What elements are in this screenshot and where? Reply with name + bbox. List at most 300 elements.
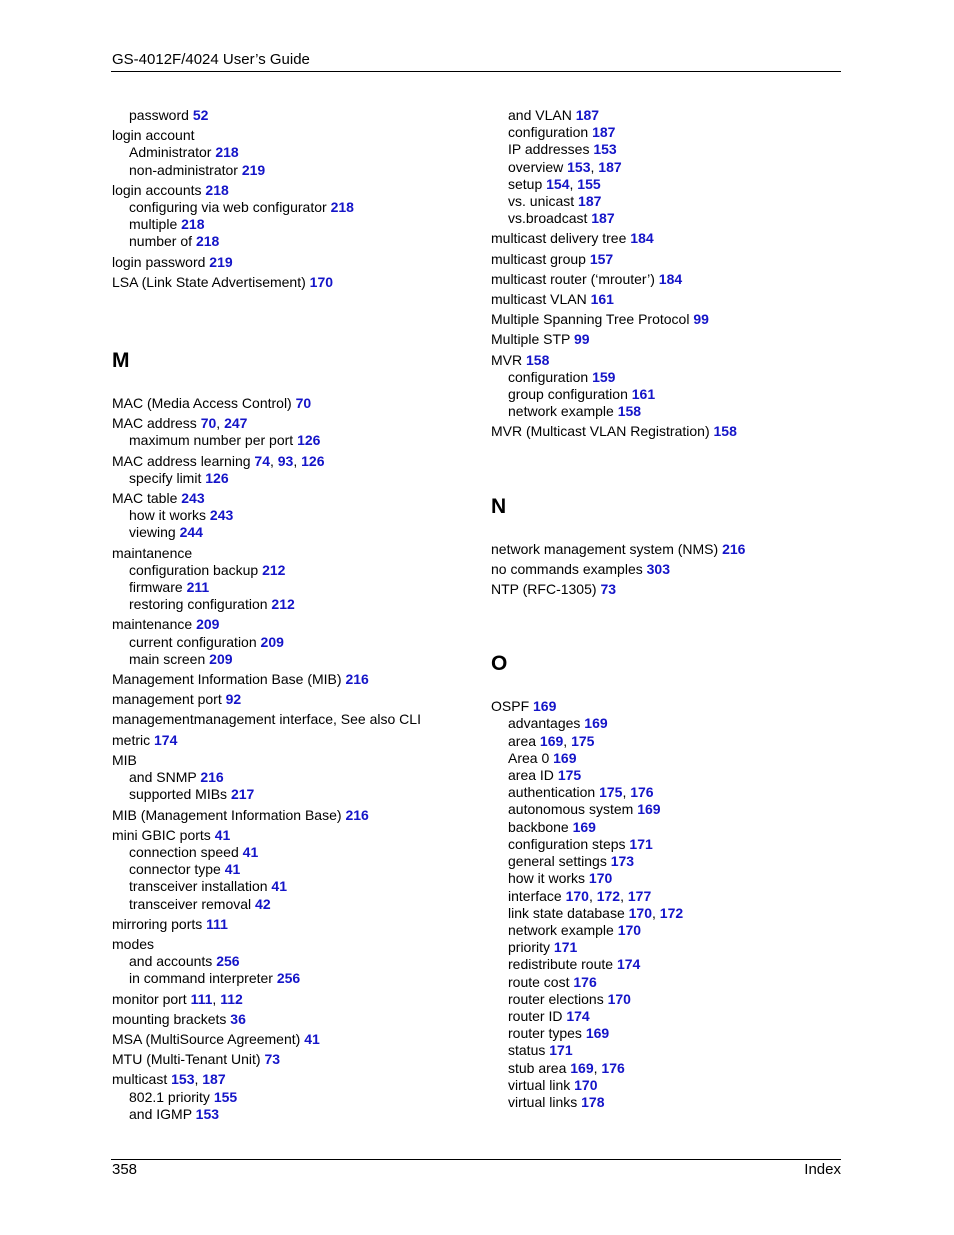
page-reference-link[interactable]: 171 — [553, 939, 578, 956]
index-entry — [491, 230, 831, 247]
index-column-right — [491, 107, 831, 1111]
index-subentry — [491, 801, 831, 818]
index-entry-term: backbone — [508, 818, 569, 835]
index-entry-term: and VLAN — [508, 107, 572, 123]
page-reference-link[interactable]: 171 — [629, 835, 653, 852]
index-entry-term: and IGMP — [129, 1105, 192, 1122]
index-subentry — [112, 634, 452, 651]
index-entry-term: MTU (Multi-Tenant Unit) — [112, 1051, 261, 1068]
index-subentry — [491, 107, 831, 124]
index-entry-term: and accounts — [129, 953, 213, 970]
index-entry-term: MIB — [112, 751, 137, 768]
index-entry-term: Multiple STP — [491, 331, 571, 348]
index-entry — [112, 807, 452, 824]
index-entry-term: authentication — [508, 784, 596, 801]
index-subentry — [491, 210, 831, 227]
index-entry-term: vs. unicast — [508, 193, 575, 210]
index-entry-term: mirroring ports — [112, 915, 203, 932]
index-entry-term: autonomous system — [508, 801, 634, 818]
index-entry-term: configuring via web configurator — [129, 199, 327, 216]
index-entry-term: MIB (Management Information Base) — [112, 806, 342, 823]
index-subentry — [491, 193, 831, 210]
index-entry — [112, 490, 452, 507]
page-reference-link[interactable]: 158 — [713, 423, 737, 440]
footer-section-name: Index — [804, 1161, 841, 1178]
page-reference-link[interactable]: 170 — [565, 887, 589, 904]
page-reference-link[interactable]: 154 — [546, 175, 570, 192]
index-entry-term: link state database — [508, 904, 625, 921]
index-subentry — [491, 1025, 831, 1042]
page-reference-link[interactable]: 158 — [617, 403, 642, 420]
index-entry-term: configuration — [508, 124, 589, 141]
page-reference-link[interactable]: 169 — [539, 732, 564, 749]
index-subentry: interface 170, 172, 177 — [508, 887, 652, 904]
page-reference-link[interactable]: 218 — [215, 144, 239, 161]
index-subentry — [112, 216, 452, 233]
page-reference-link[interactable]: 157 — [589, 250, 614, 267]
page-reference-link[interactable]: 175 — [599, 784, 623, 801]
index-subentry — [491, 141, 831, 158]
index-entry-term: multicast — [112, 1071, 168, 1088]
page-reference-link[interactable]: 158 — [526, 351, 550, 368]
index-entry-term: viewing — [129, 524, 176, 541]
index-entry-term: mounting brackets — [112, 1010, 227, 1027]
page-reference-link[interactable]: 170 — [607, 990, 631, 1007]
page-reference-link[interactable]: 187 — [578, 193, 602, 210]
index-column-left — [112, 107, 452, 1123]
index-entry-term: advantages — [508, 715, 581, 732]
page-reference-link[interactable]: 184 — [630, 230, 654, 247]
page-reference-link[interactable]: 187 — [202, 1071, 226, 1088]
index-subentry — [491, 1077, 831, 1094]
page-reference-link[interactable]: 92 — [225, 691, 242, 708]
index-subentry — [112, 107, 452, 124]
index-entry-term: vs.broadcast — [508, 210, 588, 227]
page-reference-link[interactable]: 256 — [276, 970, 301, 987]
index-entry — [112, 732, 452, 749]
page-reference-link[interactable]: 209 — [196, 616, 220, 633]
page-reference-link[interactable]: 169 — [570, 1059, 594, 1076]
page-reference-link[interactable]: 41 — [224, 861, 241, 878]
page-reference-link[interactable]: 243 — [209, 507, 234, 524]
page-reference-link[interactable]: 173 — [610, 853, 635, 870]
page-reference-link[interactable]: 184 — [658, 270, 683, 287]
page-reference-link[interactable]: 216 — [345, 806, 369, 823]
index-subentry: authentication 175, 176 — [508, 784, 654, 801]
index-subentry — [112, 199, 452, 216]
index-entry-term: Multiple Spanning Tree Protocol — [491, 311, 690, 328]
index-entry-term: number of — [129, 233, 193, 250]
index-subentry — [491, 853, 831, 870]
index-entry-term: login password — [112, 253, 206, 270]
index-subentry — [112, 844, 452, 861]
index-entry-term: management port — [112, 691, 222, 708]
index-entry-term: virtual links — [508, 1093, 578, 1110]
index-entry-term: multicast group — [491, 250, 586, 267]
index-entry-term: priority — [508, 939, 551, 956]
page-reference-link[interactable]: 212 — [271, 596, 295, 613]
index-entry-term: multicast router (‘mrouter’) — [491, 270, 655, 287]
page-reference-link[interactable]: 112 — [220, 990, 243, 1007]
page-reference-link[interactable]: 41 — [304, 1030, 320, 1047]
index-entry-term: metric — [112, 731, 151, 748]
page-reference-link[interactable]: 218 — [181, 216, 205, 233]
index-entry-term: maximum number per port — [129, 432, 294, 449]
index-subentry: link state database 170, 172 — [508, 904, 684, 921]
page-reference-link[interactable]: 218 — [205, 181, 229, 198]
index-entry-term: network management system (NMS) — [491, 540, 719, 557]
index-entry-term: specify limit — [129, 469, 202, 486]
page-reference-link[interactable]: 175 — [557, 767, 582, 784]
index-entry-term: transceiver removal — [129, 895, 252, 912]
index-entry-term: how it works — [508, 870, 586, 887]
index-entry — [491, 698, 831, 715]
index-entry-term: connector type — [129, 861, 221, 878]
index-subentry — [491, 1094, 831, 1111]
page-reference-link[interactable]: 159 — [592, 368, 616, 385]
index-entry-term: NTP (RFC-1305) — [491, 581, 597, 598]
index-subentry — [491, 870, 831, 887]
index-entry-term: main screen — [129, 650, 206, 667]
index-subentry — [491, 386, 831, 403]
index-entry-term: redistribute route — [508, 956, 614, 973]
index-subentry — [112, 896, 452, 913]
index-subentry — [112, 233, 452, 250]
index-entry — [491, 291, 831, 308]
index-subentry — [112, 861, 452, 878]
page-reference-link[interactable]: 99 — [574, 331, 590, 348]
index-subentry — [491, 1042, 831, 1059]
index-entry-term: supported MIBs — [129, 786, 228, 803]
index-entry-term: maintanence — [112, 544, 193, 561]
page-reference-link[interactable]: 187 — [598, 158, 622, 175]
index-subentry — [491, 1008, 831, 1025]
page-reference-link[interactable]: 218 — [195, 233, 220, 250]
index-entry — [112, 671, 452, 688]
footer-page-number: 358 — [112, 1161, 138, 1178]
index-entry — [112, 691, 452, 708]
index-subentry — [491, 403, 831, 420]
index-entry — [112, 616, 452, 633]
page-reference-link[interactable]: 153 — [567, 158, 591, 175]
index-entry — [491, 423, 831, 440]
page-reference-link[interactable]: 155 — [577, 175, 601, 192]
page-reference-link[interactable]: 126 — [297, 432, 321, 449]
index-subentry: setup 154, 155 — [508, 175, 601, 192]
page-reference-link[interactable]: 169 — [637, 801, 661, 818]
index-entry: MAC address learning 74, 93, 126 — [112, 452, 325, 469]
page-reference-link[interactable]: 111 — [190, 990, 213, 1007]
index-subentry — [112, 579, 452, 596]
page-reference-link[interactable]: 153 — [171, 1071, 195, 1088]
index-entry-term: maintenance — [112, 616, 193, 633]
index-entry-term: router elections — [508, 990, 604, 1007]
page-reference-link[interactable]: 153 — [593, 141, 617, 158]
page-reference-link[interactable]: 169 — [533, 698, 557, 715]
index-subentry — [112, 970, 452, 987]
index-entry-term: OSPF — [491, 698, 530, 715]
index-letter-heading: O — [491, 652, 508, 676]
index-entry-term: router types — [508, 1025, 582, 1042]
page-reference-link[interactable]: 169 — [585, 1025, 610, 1042]
index-entry — [112, 1031, 452, 1048]
index-entry-term: group configuration — [508, 386, 628, 403]
page-reference-link[interactable]: 93 — [277, 452, 294, 469]
index-entry — [112, 182, 452, 199]
page-reference-link[interactable]: 244 — [179, 524, 203, 541]
page-reference-link[interactable]: 41 — [242, 843, 259, 860]
index-entry-term: modes — [112, 935, 155, 952]
page-reference-link[interactable]: 247 — [224, 415, 248, 432]
index-subentry — [112, 1106, 452, 1123]
index-subentry — [112, 786, 452, 803]
index-entry — [491, 561, 831, 578]
index-entry — [112, 545, 452, 562]
index-entry-term: IP addresses — [508, 141, 590, 158]
index-entry-term: general settings — [508, 853, 607, 870]
index-entry-term: transceiver installation — [129, 878, 268, 895]
page-reference-link[interactable]: 41 — [214, 826, 231, 843]
page-reference-link[interactable]: 243 — [181, 490, 205, 507]
page-reference-link[interactable]: 209 — [209, 650, 233, 667]
page-reference-link[interactable]: 73 — [600, 581, 617, 598]
index-subentry — [112, 769, 452, 786]
page-reference-link[interactable]: 303 — [646, 560, 670, 577]
index-entry-term: MVR (Multicast VLAN Registration) — [491, 423, 710, 440]
index-subentry — [491, 819, 831, 836]
index-subentry — [112, 432, 452, 449]
page-reference-link[interactable]: 73 — [264, 1051, 281, 1068]
page-reference-link[interactable]: 170 — [574, 1076, 598, 1093]
index-subentry — [491, 369, 831, 386]
index-entry-term: password — [129, 107, 189, 123]
page-reference-link[interactable]: 155 — [213, 1088, 238, 1105]
index-subentry: stub area 169, 176 — [508, 1059, 625, 1076]
page-reference-link[interactable]: 177 — [627, 887, 652, 904]
index-entry-term: MVR — [491, 351, 523, 368]
index-entry-term: and SNMP — [129, 769, 197, 786]
index-entry-term: MAC (Media Access Control) — [112, 395, 292, 412]
index-entry-term: virtual link — [508, 1076, 571, 1093]
page-reference-link[interactable]: 70 — [200, 415, 217, 432]
index-entry-term: overview — [508, 158, 564, 175]
index-entry — [112, 1051, 452, 1068]
index-entry-term: area — [508, 732, 537, 749]
page-reference-link[interactable]: 126 — [301, 452, 325, 469]
page-reference-link[interactable]: 218 — [330, 199, 354, 216]
index-subentry — [491, 991, 831, 1008]
index-entry-term: MSA (MultiSource Agreement) — [112, 1030, 301, 1047]
index-entry-term: configuration backup — [129, 561, 259, 578]
index-entry-term: route cost — [508, 973, 570, 990]
page-reference-link[interactable]: 217 — [230, 786, 255, 803]
index-entry-term: MAC table — [112, 490, 178, 507]
index-entry-term: 802.1 priority — [129, 1088, 210, 1105]
index-entry-term: stub area — [508, 1059, 567, 1076]
index-entry — [112, 711, 452, 728]
index-entry-term: interface — [508, 887, 562, 904]
index-subentry — [112, 524, 452, 541]
index-subentry — [112, 878, 452, 895]
index-entry-term: no commands examples — [491, 560, 643, 577]
page-reference-link[interactable]: 174 — [566, 1007, 590, 1024]
index-entry — [491, 271, 831, 288]
page-reference-link[interactable]: 209 — [260, 633, 284, 650]
page-reference-link[interactable]: 41 — [271, 878, 287, 895]
index-entry-term: MAC address learning — [112, 452, 251, 469]
index-entry-term: MAC address — [112, 415, 197, 432]
index-entry-term: Management Information Base (MIB) — [112, 671, 342, 688]
index-entry-term: restoring configuration — [129, 596, 268, 613]
index-entry-term: configuration — [508, 368, 589, 385]
page-reference-link[interactable]: 169 — [572, 818, 596, 835]
index-entry-term: multicast delivery tree — [491, 230, 627, 247]
index-subentry — [112, 562, 452, 579]
page-reference-link[interactable]: 52 — [192, 107, 209, 123]
page-reference-link[interactable]: 161 — [631, 386, 656, 403]
index-entry: MAC address 70, 247 — [112, 415, 248, 432]
page-reference-link[interactable]: 211 — [186, 579, 210, 596]
page-header-title: GS-4012F/4024 User’s Guide — [112, 51, 310, 68]
page-reference-link[interactable]: 216 — [722, 540, 746, 557]
page-reference-link[interactable]: 169 — [584, 715, 608, 732]
index-entry — [112, 127, 452, 144]
index-subentry — [112, 162, 452, 179]
page-reference-link[interactable]: 169 — [553, 749, 577, 766]
page-reference-link[interactable]: 170 — [628, 904, 652, 921]
page-reference-link[interactable]: 174 — [616, 956, 641, 973]
index-subentry — [491, 836, 831, 853]
index-entry — [112, 395, 452, 412]
index-entry: multicast 153, 187 — [112, 1071, 226, 1088]
page-reference-link[interactable]: 178 — [581, 1093, 605, 1110]
index-subentry — [112, 1089, 452, 1106]
index-entry-term: Administrator — [129, 144, 212, 161]
index-subentry — [491, 974, 831, 991]
index-subentry: overview 153, 187 — [508, 158, 622, 175]
index-entry-term: router ID — [508, 1007, 563, 1024]
index-entry — [491, 311, 831, 328]
page-reference-link[interactable]: 187 — [575, 107, 600, 123]
index-entry-term: network example — [508, 921, 614, 938]
page-reference-link[interactable]: 187 — [591, 210, 615, 227]
index-entry-term: current configuration — [129, 633, 257, 650]
page-reference-link[interactable]: 175 — [571, 732, 595, 749]
index-entry — [491, 352, 831, 369]
index-entry-term: configuration steps — [508, 835, 626, 852]
page-reference-link[interactable]: 176 — [601, 1059, 625, 1076]
page-reference-link[interactable]: 126 — [205, 469, 229, 486]
index-entry-term: login account — [112, 127, 195, 144]
index-entry-term: network example — [508, 403, 614, 420]
page-reference-link[interactable]: 219 — [209, 253, 233, 270]
page-reference-link[interactable]: 70 — [295, 395, 312, 412]
index-entry-term: in command interpreter — [129, 970, 273, 987]
page-reference-link[interactable]: 170 — [309, 273, 334, 290]
page-reference-link[interactable]: 74 — [254, 452, 270, 469]
index-subentry — [491, 124, 831, 141]
page-reference-link[interactable]: 99 — [693, 311, 709, 328]
index-entry-term: Area 0 — [508, 749, 550, 766]
page-reference-link[interactable]: 170 — [588, 870, 613, 887]
index-entry — [112, 936, 452, 953]
header-rule — [111, 71, 841, 72]
index-entry — [112, 1011, 452, 1028]
index-entry — [491, 541, 831, 558]
index-entry-term: connection speed — [129, 843, 239, 860]
index-entry — [112, 752, 452, 769]
index-entry-term: mini GBIC ports — [112, 826, 211, 843]
page-reference-link[interactable]: 187 — [592, 124, 616, 141]
page-reference-link[interactable]: 176 — [630, 784, 654, 801]
index-subentry — [491, 715, 831, 732]
page-reference-link[interactable]: 171 — [549, 1042, 573, 1059]
index-subentry — [491, 939, 831, 956]
index-entry — [491, 581, 831, 598]
page-reference-link[interactable]: 36 — [230, 1010, 246, 1027]
index-entry — [112, 916, 452, 933]
index-entry-term: login accounts — [112, 181, 202, 198]
page-reference-link[interactable]: 170 — [617, 921, 642, 938]
index-entry-term: how it works — [129, 507, 207, 524]
page-reference-link[interactable]: 172 — [659, 904, 684, 921]
index-entry-term: status — [508, 1042, 546, 1059]
footer-rule — [111, 1159, 841, 1160]
page-reference-link[interactable]: 174 — [154, 731, 178, 748]
index-subentry — [491, 767, 831, 784]
index-subentry — [491, 750, 831, 767]
index-entry — [112, 254, 452, 271]
page-reference-link[interactable]: 42 — [255, 895, 271, 912]
index-letter-heading: N — [491, 494, 507, 518]
page-reference-link[interactable]: 216 — [200, 769, 224, 786]
page-reference-link[interactable]: 256 — [216, 953, 240, 970]
index-subentry — [491, 956, 831, 973]
index-entry — [491, 251, 831, 268]
index-entry-term: area ID — [508, 767, 554, 784]
page-reference-link[interactable]: 176 — [573, 973, 597, 990]
page-reference-link[interactable]: 212 — [262, 561, 286, 578]
index-entry — [112, 827, 452, 844]
page-reference-link[interactable]: 161 — [590, 291, 614, 308]
index-entry: monitor port 111, 112 — [112, 990, 243, 1007]
index-subentry: area 169, 175 — [508, 732, 595, 749]
page-reference-link[interactable]: 219 — [241, 161, 266, 178]
page-reference-link[interactable]: 216 — [345, 671, 369, 688]
index-subentry — [112, 596, 452, 613]
index-subentry — [112, 507, 452, 524]
page-reference-link[interactable]: 153 — [195, 1105, 220, 1122]
index-entry-term: firmware — [129, 579, 183, 596]
index-entry-term: multicast VLAN — [491, 291, 587, 308]
index-entry-term: setup — [508, 175, 543, 192]
index-subentry — [491, 922, 831, 939]
index-entry-term: non-administrator — [129, 161, 238, 178]
page-reference-link[interactable]: 172 — [596, 887, 621, 904]
index-subentry — [112, 953, 452, 970]
index-entry-term: monitor port — [112, 990, 187, 1007]
index-entry-term: managementmanagement interface, See also CLI — [112, 711, 421, 728]
index-subentry — [112, 651, 452, 668]
index-letter-heading: M — [112, 349, 130, 373]
index-entry-term: multiple — [129, 216, 178, 233]
index-subentry — [112, 470, 452, 487]
index-entry — [491, 331, 831, 348]
index-entry — [112, 274, 452, 291]
page-reference-link[interactable]: 111 — [206, 915, 228, 932]
index-subentry — [112, 144, 452, 161]
index-entry-term: LSA (Link State Advertisement) — [112, 273, 306, 290]
